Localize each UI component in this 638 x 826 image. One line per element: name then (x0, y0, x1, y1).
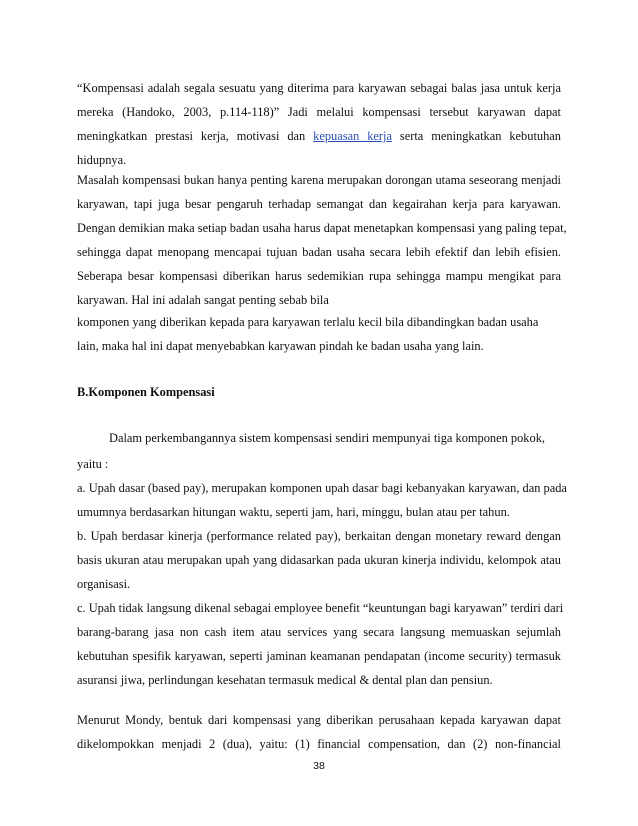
body-text-line: barang-barang jasa non cash item atau services yang secara langsung memuaskan sejumlah (77, 625, 561, 639)
body-text-line: lain, maka hal ini dapat menyebabkan karyawan pindah ke badan usaha yang lain. (77, 339, 484, 353)
body-text-line: hidupnya. (77, 153, 127, 167)
body-text-line: Menurut Mondy, bentuk dari kompensasi yang diberikan perusahaan kepada karyawan dapat (77, 713, 561, 727)
text-fragment: serta meningkatkan kebutuhan (399, 129, 561, 143)
body-text-line: organisasi. (77, 577, 131, 591)
list-item-b: b. Upah berdasar kinerja (performance related pay), berkaitan dengan monetary reward dengan (77, 529, 561, 543)
body-text-line: kebutuhan spesifik karyawan, seperti jaminan keamanan pendapatan (income security) termasuk (77, 649, 561, 663)
text-fragment: meningkatkan prestasi kerja, motivasi dan (77, 129, 306, 143)
body-text-line: asuransi jiwa, perlindungan kesehatan termasuk medical & dental plan dan pensiun. (77, 673, 493, 687)
body-text-line: sehingga dapat menopang mencapai tujuan badan usaha secara lebih efektif dan lebih efisien. (77, 245, 561, 259)
page-number: 38 (313, 760, 325, 772)
list-item-a: a. Upah dasar (based pay), merupakan komponen upah dasar bagi kebanyakan karyawan, dan pada (77, 481, 567, 495)
body-text-line-with-link (77, 128, 561, 144)
body-text-line: karyawan. Hal ini adalah sangat penting sebab bila (77, 293, 329, 307)
body-text-line: “Kompensasi adalah segala sesuatu yang diterima para karyawan sebagai balas jasa untuk kerja (77, 81, 561, 95)
kepuasan-kerja-link[interactable]: kepuasan kerja (313, 129, 392, 143)
section-heading: B.Komponen Kompensasi (77, 385, 215, 399)
body-text-line: mereka (Handoko, 2003, p.114-118)” Jadi melalui kompensasi tersebut karyawan dapat (77, 105, 561, 119)
body-text-line: basis ukuran atau merupakan upah yang didasarkan pada ukuran kinerja individu, kelompok atau (77, 553, 561, 567)
body-text-line: karyawan, tapi juga besar pengaruh terhadap semangat dan kegairahan kerja para karyawan. (77, 197, 561, 211)
body-text-line: umumnya berdasarkan hitungan waktu, seperti jam, hari, minggu, bulan atau per tahun. (77, 505, 510, 519)
body-text-line: Masalah kompensasi bukan hanya penting karena merupakan dorongan utama seseorang menjadi (77, 173, 561, 187)
body-text-line: Dengan demikian maka setiap badan usaha harus dapat menetapkan kompensasi yang paling tepat, (77, 221, 567, 235)
body-text-line: dikelompokkan menjadi 2 (dua), yaitu: (1) financial compensation, dan (2) non-financial (77, 737, 561, 751)
list-item-c: c. Upah tidak langsung dikenal sebagai employee benefit “keuntungan bagi karyawan” terdiri dari (77, 601, 564, 615)
body-text-line: yaitu : (77, 457, 109, 471)
body-text-line: Dalam perkembangannya sistem kompensasi sendiri mempunyai tiga komponen pokok, (109, 431, 545, 445)
body-text-line: komponen yang diberikan kepada para karyawan terlalu kecil bila dibandingkan badan usaha (77, 315, 539, 329)
body-text-line: Seberapa besar kompensasi diberikan harus sedemikian rupa sehingga mampu mengikat para (77, 269, 561, 283)
